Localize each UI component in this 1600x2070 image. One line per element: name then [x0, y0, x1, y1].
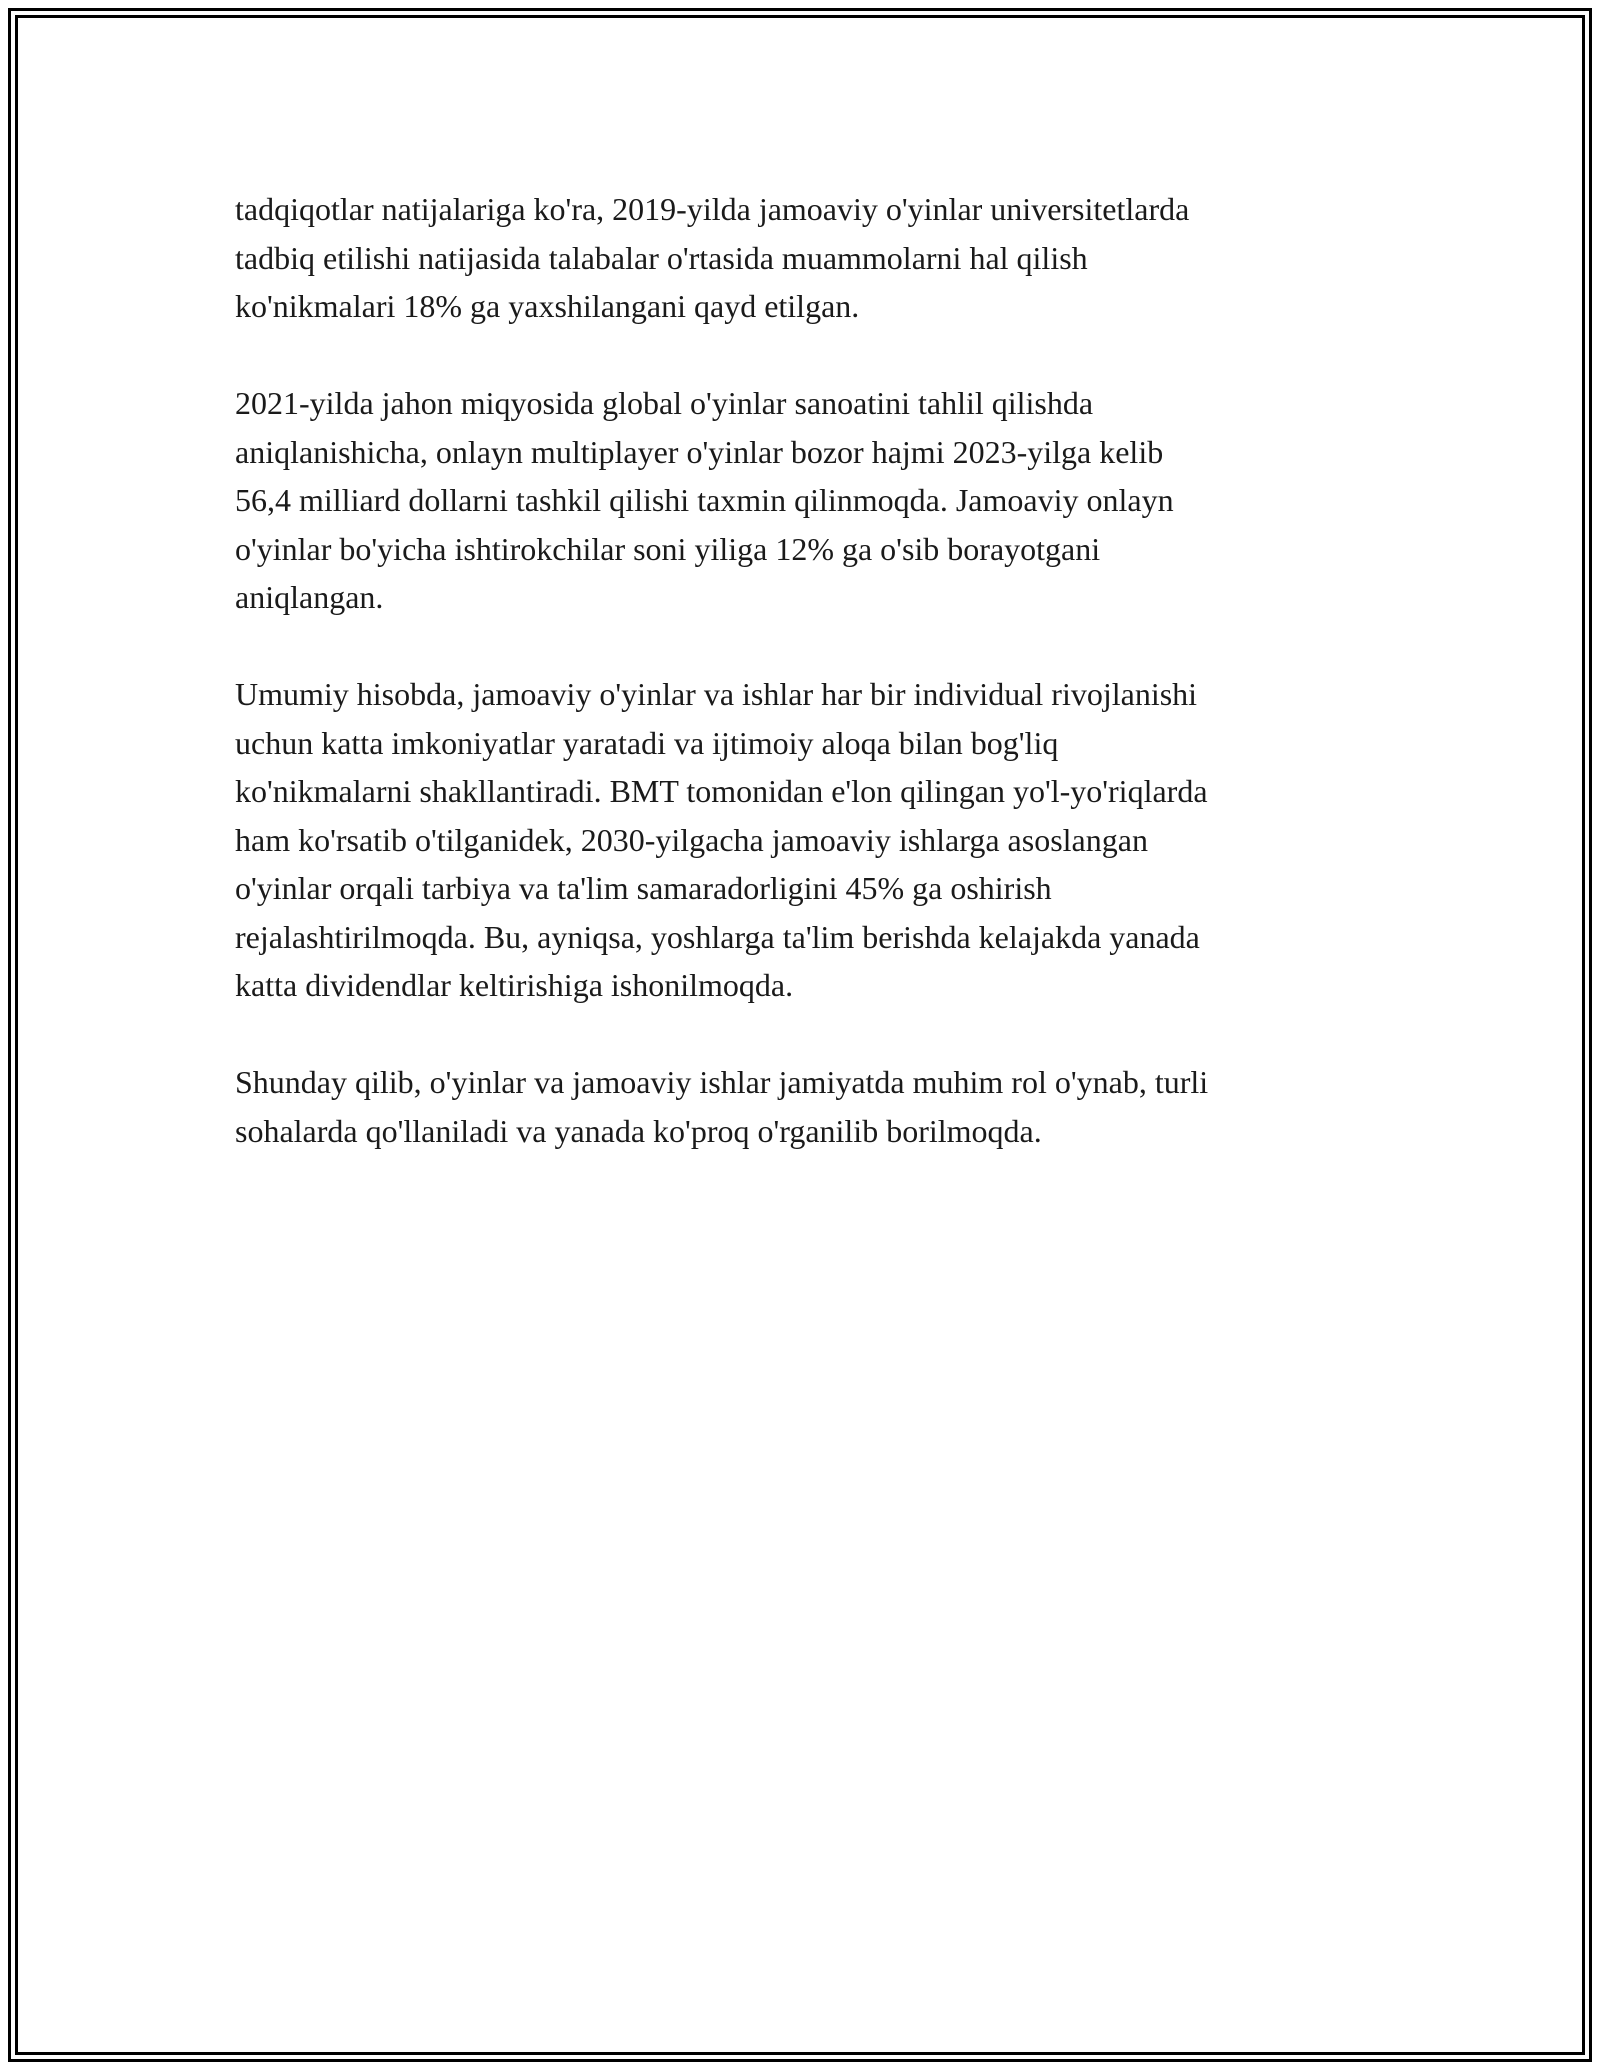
paragraph-1 [235, 185, 1365, 331]
text-line: sohalarda qo'llaniladi va yanada ko'proq o'rganilib borilmoqda. [235, 1112, 1042, 1149]
text-line: tadbiq etilishi natijasida talabalar o'rtasida muammolarni hal qilish [235, 239, 1088, 276]
text-line: Umumiy hisobda, jamoaviy o'yinlar va ishlar har bir individual rivojlanishi [235, 676, 1198, 712]
paragraph-4 [235, 1058, 1365, 1155]
text-line: katta dividendlar keltirishiga ishonilmoqda. [235, 967, 794, 1003]
text-line: aniqlanishicha, onlayn multiplayer o'yinlar bozor hajmi 2023-yilga kelib [235, 433, 1164, 470]
text-line: Shunday qilib, o'yinlar va jamoaviy ishlar jamiyatda muhim rol o'ynab, turli [235, 1064, 1209, 1100]
text-line: ko'nikmalari 18% ga yaxshilangani qayd etilgan. [235, 288, 860, 324]
text-line: tadqiqotlar natijalariga ko'ra, 2019-yilda jamoaviy o'yinlar universitetlarda [235, 191, 1190, 227]
text-line: o'yinlar orqali tarbiya va ta'lim samaradorligini 45% ga oshirish [235, 870, 1052, 906]
text-line: rejalashtirilmoqda. Bu, ayniqsa, yoshlarga ta'lim berishda kelajakda yanada [235, 918, 1200, 955]
text-line: aniqlangan. [235, 579, 384, 615]
text-line: 2021-yilda jahon miqyosida global o'yinlar sanoatini tahlil qilishda [235, 385, 1094, 421]
text-line: ko'nikmalarni shakllantiradi. BMT tomonidan e'lon qilingan yo'l-yo'riqlarda [235, 773, 1208, 809]
text-line: o'yinlar bo'yicha ishtirokchilar soni yiliga 12% ga o'sib borayotgani [235, 530, 1101, 567]
paragraph-3 [235, 670, 1365, 1010]
document-body [235, 185, 1365, 1204]
text-line: 56,4 milliard dollarni tashkil qilishi taxmin qilinmoqda. Jamoaviy onlayn [235, 482, 1174, 518]
text-line: ham ko'rsatib o'tilganidek, 2030-yilgacha jamoaviy ishlarga asoslangan [235, 821, 1148, 858]
paragraph-2 [235, 379, 1365, 622]
text-line: uchun katta imkoniyatlar yaratadi va ijtimoiy aloqa bilan bog'liq [235, 724, 1059, 761]
